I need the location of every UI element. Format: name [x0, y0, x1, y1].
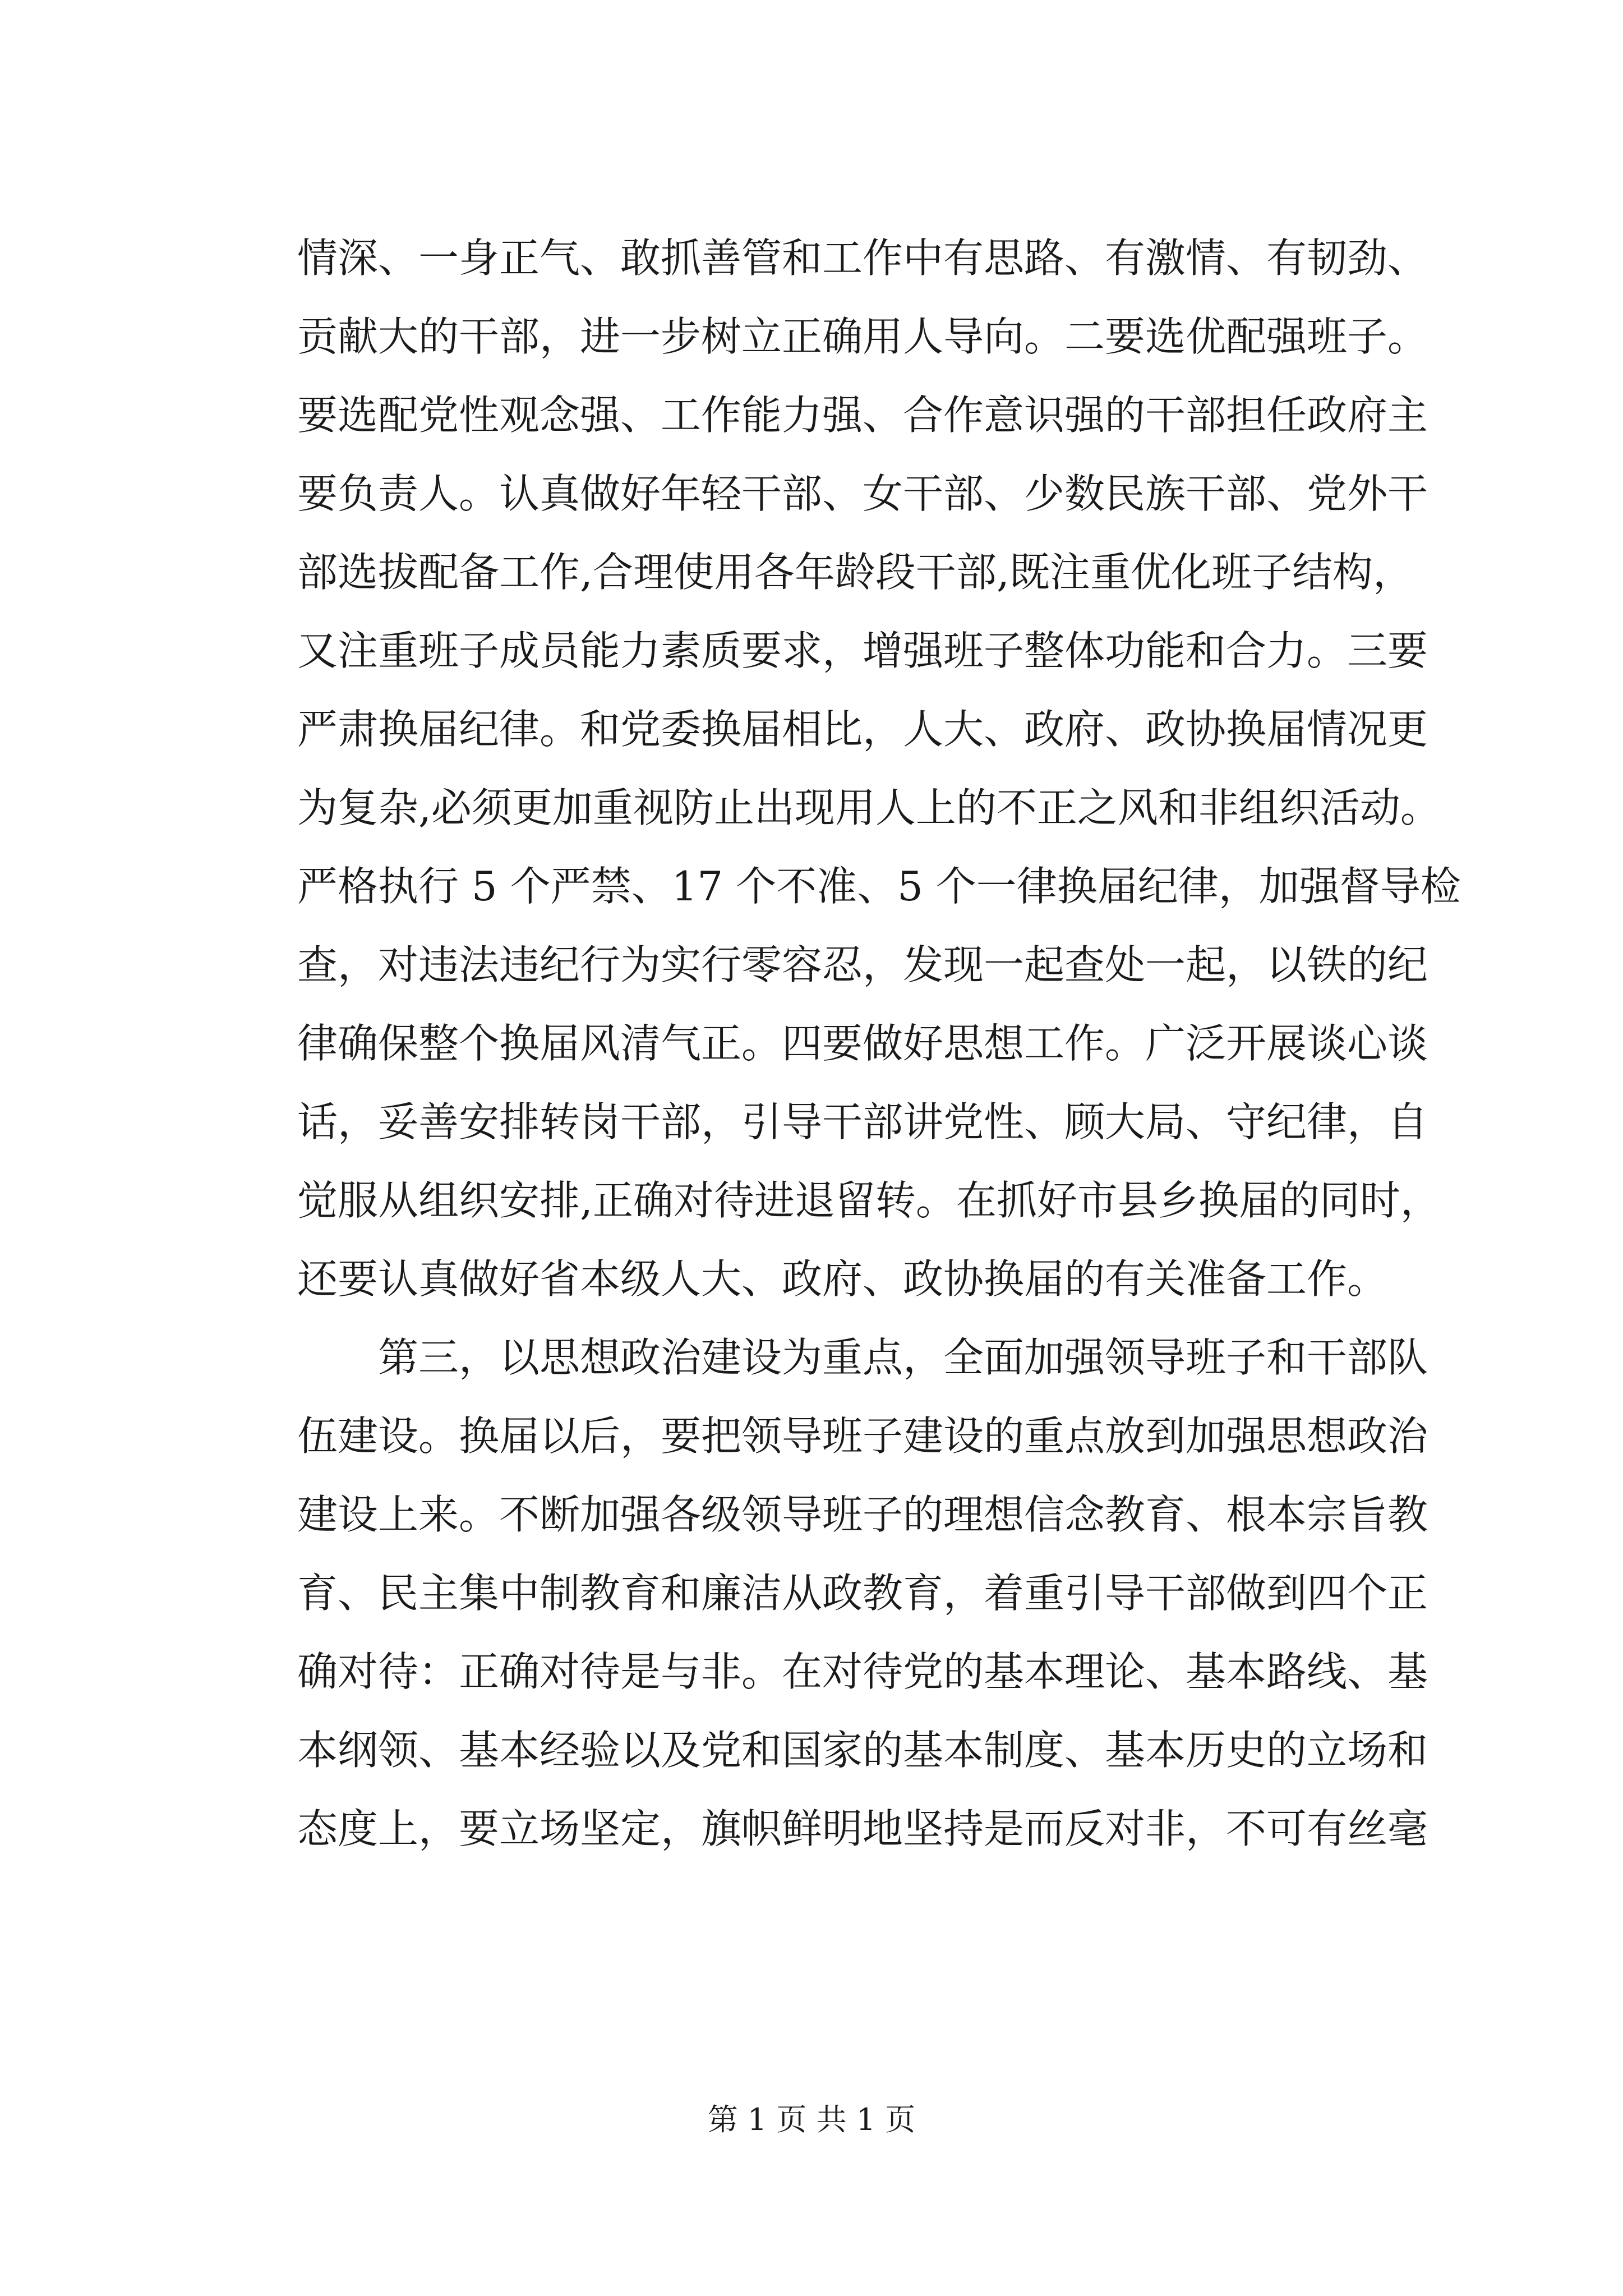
text-line: 律确保整个换届风清气正。四要做好思想工作。广泛开展谈心谈 [297, 1020, 1428, 1067]
text-line: 要负责人。认真做好年轻干部、女干部、少数民族干部、党外干 [297, 470, 1428, 517]
text-line: 话，妥善安排转岗干部，引导干部讲党性、顾大局、守纪律，自 [297, 1098, 1428, 1145]
text-line: 部选拔配备工作,合理使用各年龄段干部,既注重优化班子结构， [297, 549, 1413, 596]
paragraph-2 [297, 1318, 1428, 1868]
text-line: 严格执行 5 个严禁、17 个不准、5 个一律换届纪律，加强督导检 [297, 863, 1461, 910]
text-line: 育、民主集中制教育和廉洁从政教育，着重引导干部做到四个正 [297, 1570, 1428, 1617]
text-line: 情深、一身正气、敢抓善管和工作中有思路、有激情、有韧劲、 [297, 234, 1428, 282]
page-footer [0, 2100, 1623, 2139]
text-line: 本纲领、基本经验以及党和国家的基本制度、基本历史的立场和 [297, 1727, 1428, 1774]
text-line: 严肃换届纪律。和党委换届相比，人大、政府、政协换届情况更 [297, 706, 1428, 753]
page-number: 第 1 页 共 1 页 [707, 2102, 916, 2137]
text-line: 贡献大的干部，进一步树立正确用人导向。二要选优配强班子。 [297, 313, 1428, 360]
text-line: 确对待：正确对待是与非。在对待党的基本理论、基本路线、基 [297, 1648, 1428, 1695]
text-line: 伍建设。换届以后，要把领导班子建设的重点放到加强思想政治 [297, 1412, 1428, 1460]
text-line: 觉服从组织安排,正确对待进退留转。在抓好市县乡换届的同时， [297, 1177, 1441, 1224]
text-line: 还要认真做好省本级人大、政府、政协换届的有关准备工作。 [297, 1255, 1388, 1303]
text-line: 建设上来。不断加强各级领导班子的理想信念教育、根本宗旨教 [297, 1491, 1428, 1538]
text-line: 态度上，要立场坚定，旗帜鲜明地坚持是而反对非，不可有丝毫 [297, 1805, 1428, 1852]
text-line: 为复杂,必须更加重视防止出现用人上的不正之风和非组织活动。 [297, 784, 1441, 831]
document-body [297, 219, 1461, 1868]
text-line: 第三，以思想政治建设为重点，全面加强领导班子和干部队 [378, 1334, 1428, 1381]
text-line: 查，对违法违纪行为实行零容忍，发现一起查处一起，以铁的纪 [297, 941, 1428, 988]
text-line: 要选配党性观念强、工作能力强、合作意识强的干部担任政府主 [297, 392, 1428, 439]
text-line: 又注重班子成员能力素质要求，增强班子整体功能和合力。三要 [297, 627, 1428, 674]
paragraph-1 [297, 219, 1461, 1318]
